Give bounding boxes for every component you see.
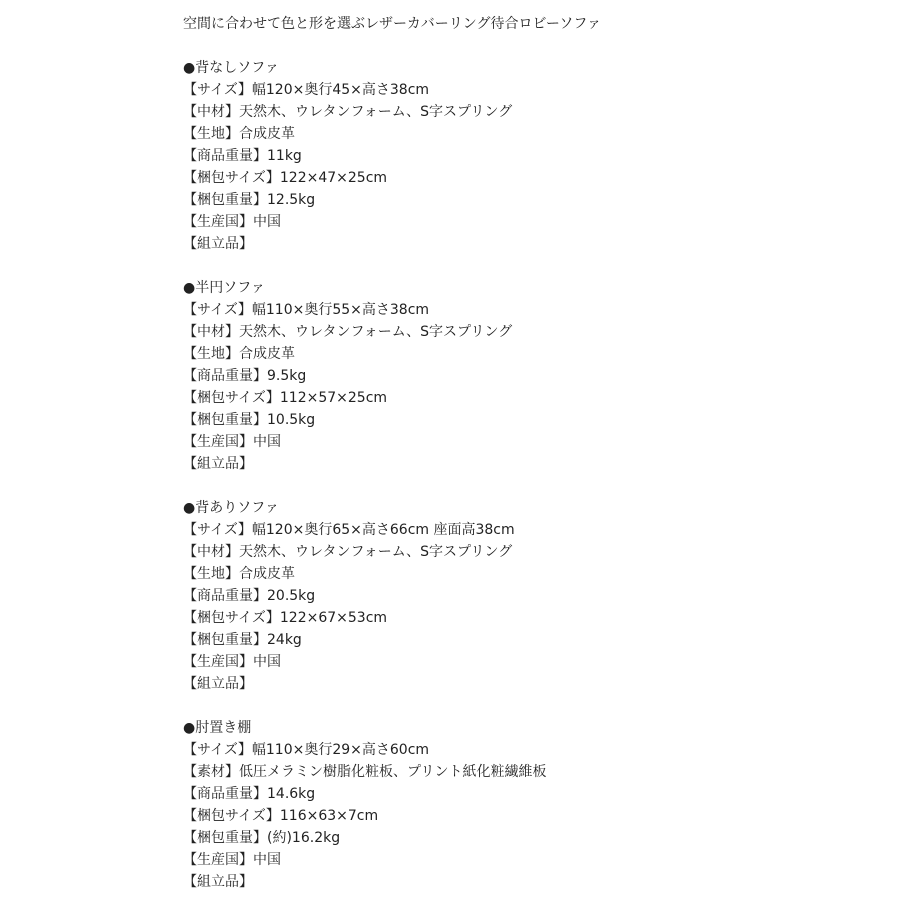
spec-fabric: 【生地】合成皮革 — [183, 126, 295, 142]
spec-country: 【生産国】中国 — [183, 852, 281, 868]
spec-country: 【生産国】中国 — [183, 434, 281, 450]
spec-product-weight: 【商品重量】11kg — [183, 148, 302, 164]
spec-size: 【サイズ】幅110×奥行29×高さ60cm — [183, 742, 430, 758]
spec-country: 【生産国】中国 — [183, 654, 281, 670]
spec-size: 【サイズ】幅120×奥行65×高さ66cm 座面高38cm — [183, 522, 515, 538]
spec-product-weight: 【商品重量】20.5kg — [183, 588, 316, 604]
spec-country: 【生産国】中国 — [183, 214, 281, 230]
product-spec-document — [183, 13, 883, 893]
spec-material: 【素材】低圧メラミン樹脂化粧板、プリント紙化粧繊維板 — [183, 764, 547, 780]
spec-package-size: 【梱包サイズ】122×47×25cm — [183, 170, 388, 186]
spacer — [183, 35, 883, 57]
spec-assembly: 【組立品】 — [183, 874, 253, 890]
section-heading: ●背ありソファ — [183, 500, 279, 516]
section-heading: ●半円ソファ — [183, 280, 265, 296]
spec-assembly: 【組立品】 — [183, 676, 253, 692]
spec-filling: 【中材】天然木、ウレタンフォーム、S字スプリング — [183, 104, 513, 120]
spec-package-size: 【梱包サイズ】116×63×7cm — [183, 808, 379, 824]
spec-package-weight: 【梱包重量】12.5kg — [183, 192, 316, 208]
spec-filling: 【中材】天然木、ウレタンフォーム、S字スプリング — [183, 324, 513, 340]
spacer — [183, 695, 883, 717]
spec-filling: 【中材】天然木、ウレタンフォーム、S字スプリング — [183, 544, 513, 560]
spacer — [183, 475, 883, 497]
spec-package-weight: 【梱包重量】24kg — [183, 632, 302, 648]
spec-size: 【サイズ】幅120×奥行45×高さ38cm — [183, 82, 430, 98]
spec-package-size: 【梱包サイズ】112×57×25cm — [183, 390, 388, 406]
spec-product-weight: 【商品重量】14.6kg — [183, 786, 316, 802]
section-heading: ●肘置き棚 — [183, 720, 252, 736]
spec-fabric: 【生地】合成皮革 — [183, 346, 295, 362]
document-title: 空間に合わせて色と形を選ぶレザーカバーリング待合ロビーソファ — [183, 16, 602, 32]
spacer — [183, 255, 883, 277]
spec-section-armrest-shelf — [183, 717, 883, 893]
spec-section-backed-sofa — [183, 497, 883, 695]
spec-size: 【サイズ】幅110×奥行55×高さ38cm — [183, 302, 430, 318]
spec-fabric: 【生地】合成皮革 — [183, 566, 295, 582]
spec-product-weight: 【商品重量】9.5kg — [183, 368, 307, 384]
spec-assembly: 【組立品】 — [183, 236, 253, 252]
section-heading: ●背なしソファ — [183, 60, 279, 76]
spec-assembly: 【組立品】 — [183, 456, 253, 472]
spec-package-weight: 【梱包重量】(約)16.2kg — [183, 830, 341, 846]
spec-section-half-round-sofa — [183, 277, 883, 475]
spec-package-size: 【梱包サイズ】122×67×53cm — [183, 610, 388, 626]
spec-package-weight: 【梱包重量】10.5kg — [183, 412, 316, 428]
spec-section-backless-sofa — [183, 57, 883, 255]
